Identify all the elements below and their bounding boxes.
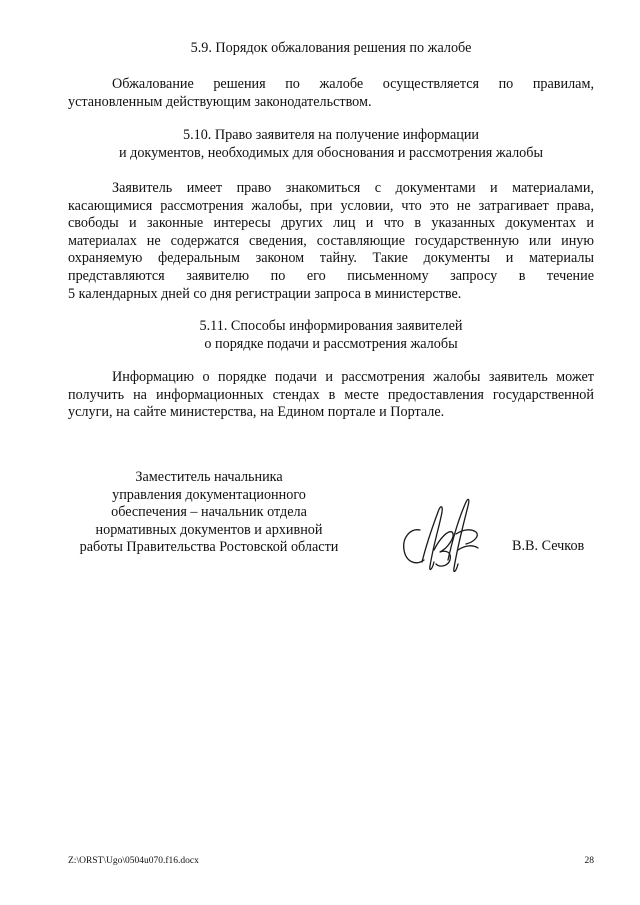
signer-position (68, 469, 350, 557)
paragraph-line: материалах не содержатся сведения, составляющие государственную или иную (68, 232, 594, 249)
paragraph-line: услуги, на сайте министерства, на Едином портале и Портале. (68, 404, 445, 421)
section-paragraph-5-9 (68, 76, 594, 111)
signer-name: В.В. Сечков (512, 538, 585, 554)
paragraph-line: Информацию о порядке подачи и рассмотрения жалобы заявитель может (112, 369, 594, 385)
paragraph-line: установленным действующим законодательством. (68, 93, 372, 110)
paragraph-line: свободы и законные интересы других лиц и что в указанных документах и (68, 215, 594, 232)
signer-position-line: обеспечения – начальник отдела (111, 504, 307, 521)
heading-line: и документов, необходимых для обоснования и рассмотрения жалобы (118, 144, 544, 161)
heading-line: 5.11. Способы информирования заявителей (199, 318, 463, 334)
handwritten-signature-icon (396, 490, 486, 578)
paragraph-line: Обжалование решения по жалобе осуществляется по правилам, (112, 76, 594, 92)
signer-position-line: нормативных документов и архивной (95, 521, 323, 538)
paragraph-line: Заявитель имеет право знакомиться с документами и материалами, (112, 180, 594, 196)
section-heading-5-11 (68, 318, 594, 353)
paragraph-line: 5 календарных дней со дня регистрации запроса в министерстве. (68, 285, 462, 302)
paragraph-line: охраняемую федеральным законом тайну. Такие документы и материалы (68, 250, 594, 267)
signer-position-line: управления документационного (112, 486, 306, 503)
signer-position-line: работы Правительства Ростовской области (79, 539, 339, 556)
section-heading-5-10 (68, 127, 594, 162)
section-paragraph-5-10 (68, 180, 594, 303)
section-heading-5-9 (68, 40, 594, 58)
paragraph-line: получить на информационных стендах в месте предоставления государственной (68, 386, 594, 403)
heading-line: 5.10. Право заявителя на получение информации (182, 127, 480, 143)
paragraph-line: касающимися рассмотрения жалобы, при условии, что это не затрагивает права, (68, 197, 594, 214)
footer-page-number: 28 (584, 856, 594, 866)
footer-file-path: Z:\ORST\Ugo\0504u070.f16.docx (68, 856, 199, 866)
section-paragraph-5-11 (68, 369, 594, 422)
heading-line: 5.9. Порядок обжалования решения по жалобе (190, 40, 472, 56)
signer-position-line: Заместитель начальника (135, 469, 283, 485)
heading-line: о порядке подачи и рассмотрения жалобы (204, 335, 458, 352)
paragraph-line: представляются заявителю по его письменному запросу в течение (68, 267, 594, 284)
